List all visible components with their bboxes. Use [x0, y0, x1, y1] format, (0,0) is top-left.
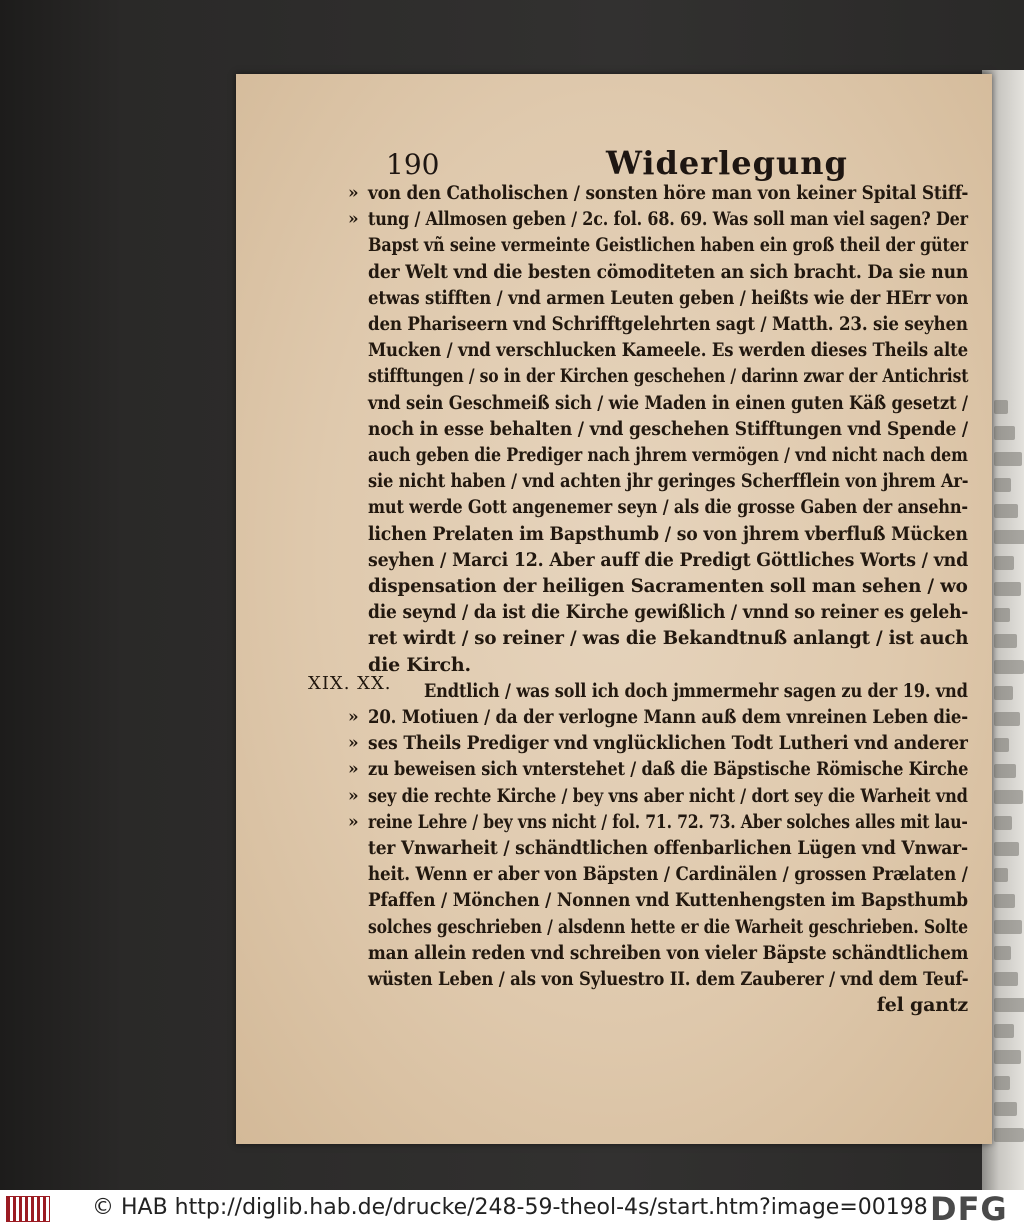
text-line: noch in esse behalten / vnd geschehen Stifftungen vnd Spende /	[368, 417, 968, 440]
text-line: solches geschrieben / alsdenn hette er die Warheit geschrieben. Solte	[368, 915, 968, 938]
page-header	[386, 144, 986, 184]
quote-mark: »	[348, 759, 359, 780]
text-line: sie nicht haben / vnd achten jhr geringes Scherfflein von jhrem Ar-	[368, 470, 969, 493]
text-line: Bapst vñ seine vermeinte Geistlichen haben ein groß theil der güter	[368, 234, 968, 257]
text-line: Mucken / vnd verschlucken Kameele. Es werden dieses Theils alte	[368, 339, 968, 362]
ghost-text-mark	[994, 400, 1008, 414]
text-line: mut werde Gott angenemer seyn / als die grosse Gaben der ansehn-	[368, 496, 968, 519]
ghost-text-mark	[994, 894, 1015, 908]
text-line: der Welt vnd die besten cömoditeten an sich bracht. Da sie nun	[368, 260, 969, 283]
hab-logo-icon	[6, 1196, 50, 1222]
text-line: 20. Motiuen / da der verlogne Mann auß dem vnreinen Leben die-	[368, 706, 968, 728]
ghost-text-mark	[994, 582, 1021, 596]
text-line: heit. Wenn er aber von Bäpsten / Cardinälen / grossen Prælaten /	[368, 863, 968, 886]
text-line: man allein reden vnd schreiben von vieler Bäpste schändtlichem	[368, 941, 969, 964]
ghost-text-mark	[994, 1050, 1021, 1064]
ghost-text-mark	[994, 426, 1015, 440]
ghost-text-mark	[994, 608, 1010, 622]
ghost-text-mark	[994, 530, 1024, 544]
ghost-text-mark	[994, 920, 1022, 934]
text-line: reine Lehre / bey vns nicht / fol. 71. 72. 73. Aber solches alles mit lau-	[368, 810, 968, 833]
text-line: Pfaffen / Mönchen / Nonnen vnd Kuttenhengsten im Bapsthumb	[368, 889, 968, 912]
quote-mark: »	[348, 707, 359, 727]
copyright-url: © HAB http://diglib.hab.de/drucke/248-59-theol-4s/start.htm?image=00198	[92, 1195, 928, 1220]
quote-mark: »	[348, 183, 359, 203]
text-line: ter Vnwarheit / schändtlichen offenbarlichen Lügen vnd Vnwar-	[368, 837, 968, 859]
ghost-text-mark	[994, 998, 1024, 1012]
ghost-text-mark	[994, 868, 1008, 882]
quote-mark: »	[348, 811, 359, 832]
text-line: die seynd / da ist die Kirche gewißlich / vnnd so reiner es geleh-	[368, 601, 969, 624]
text-line: dispensation der heiligen Sacramenten soll man sehen / wo	[368, 575, 968, 597]
ghost-text-mark	[994, 478, 1011, 492]
ghost-text-mark	[994, 972, 1018, 986]
marginal-note: XIX. XX.	[308, 673, 392, 694]
text-line: lichen Prelaten im Bapsthumb / so von jhrem vberfluß Mücken	[368, 522, 968, 545]
text-line: etwas stifften / vnd armen Leuten geben / heißts wie der HErr von	[368, 286, 969, 309]
ghost-text-mark	[994, 842, 1019, 856]
text-line: sey die rechte Kirche / bey vns aber nicht / dort sey die Warheit vnd	[368, 784, 968, 807]
ghost-text-mark	[994, 816, 1012, 830]
ghost-text-mark	[994, 764, 1016, 778]
ghost-text-mark	[994, 556, 1014, 570]
text-line: seyhen / Marci 12. Aber auff die Predigt Göttliches Worts / vnd	[368, 548, 969, 571]
text-line: stifftungen / so in der Kirchen geschehen / darinn zwar der Antichrist	[368, 365, 969, 388]
ghost-text-mark	[994, 1102, 1017, 1116]
ghost-text-mark	[994, 1128, 1024, 1142]
ghost-text-mark	[994, 1076, 1010, 1090]
ghost-text-mark	[994, 504, 1018, 518]
text-line: ses Theils Prediger vnd vnglücklichen Todt Lutheri vnd anderer	[368, 732, 968, 755]
dfg-logo: DFG	[930, 1190, 1008, 1228]
ghost-text-mark	[994, 738, 1009, 752]
running-head: Widerlegung	[606, 144, 848, 182]
text-line: von den Catholischen / sonsten höre man von keiner Spital Stiff-	[368, 182, 969, 204]
text-line: den Phariseern vnd Schrifftgelehrten sagt / Matth. 23. sie seyhen	[368, 313, 968, 335]
text-line: ret wirdt / so reiner / was die Bekandtnuß anlangt / ist auch	[368, 627, 969, 650]
ghost-text-mark	[994, 660, 1024, 674]
ghost-text-mark	[994, 452, 1022, 466]
ghost-text-mark	[994, 686, 1013, 700]
text-line: fel gantz	[876, 994, 968, 1017]
text-line: tung / Allmosen geben / 2c. fol. 68. 69. Was soll man viel sagen? Der	[368, 208, 968, 231]
ghost-text-mark	[994, 946, 1011, 960]
text-line: auch geben die Prediger nach jhrem vermögen / vnd nicht nach dem	[368, 444, 968, 466]
ghost-text-mark	[994, 712, 1020, 726]
quote-mark: »	[348, 733, 359, 754]
page-number: 190	[386, 148, 440, 181]
quote-mark: »	[348, 785, 359, 806]
ghost-text-mark	[994, 634, 1017, 648]
text-line: vnd sein Geschmeiß sich / wie Maden in einen guten Käß gesetzt /	[368, 391, 968, 414]
text-line: wüsten Leben / als von Syluestro II. dem Zauberer / vnd dem Teuf-	[368, 968, 969, 990]
text-line: die Kirch.	[368, 653, 471, 676]
text-line: Endtlich / was soll ich doch jmmermehr sagen zu der 19. vnd	[424, 679, 968, 702]
ghost-text-mark	[994, 790, 1023, 804]
footer-bar	[0, 1190, 1024, 1228]
ghost-text-mark	[994, 1024, 1014, 1038]
book-page	[236, 74, 992, 1144]
text-line: zu beweisen sich vnterstehet / daß die Bäpstische Römische Kirche	[368, 758, 969, 781]
quote-mark: »	[348, 209, 359, 230]
